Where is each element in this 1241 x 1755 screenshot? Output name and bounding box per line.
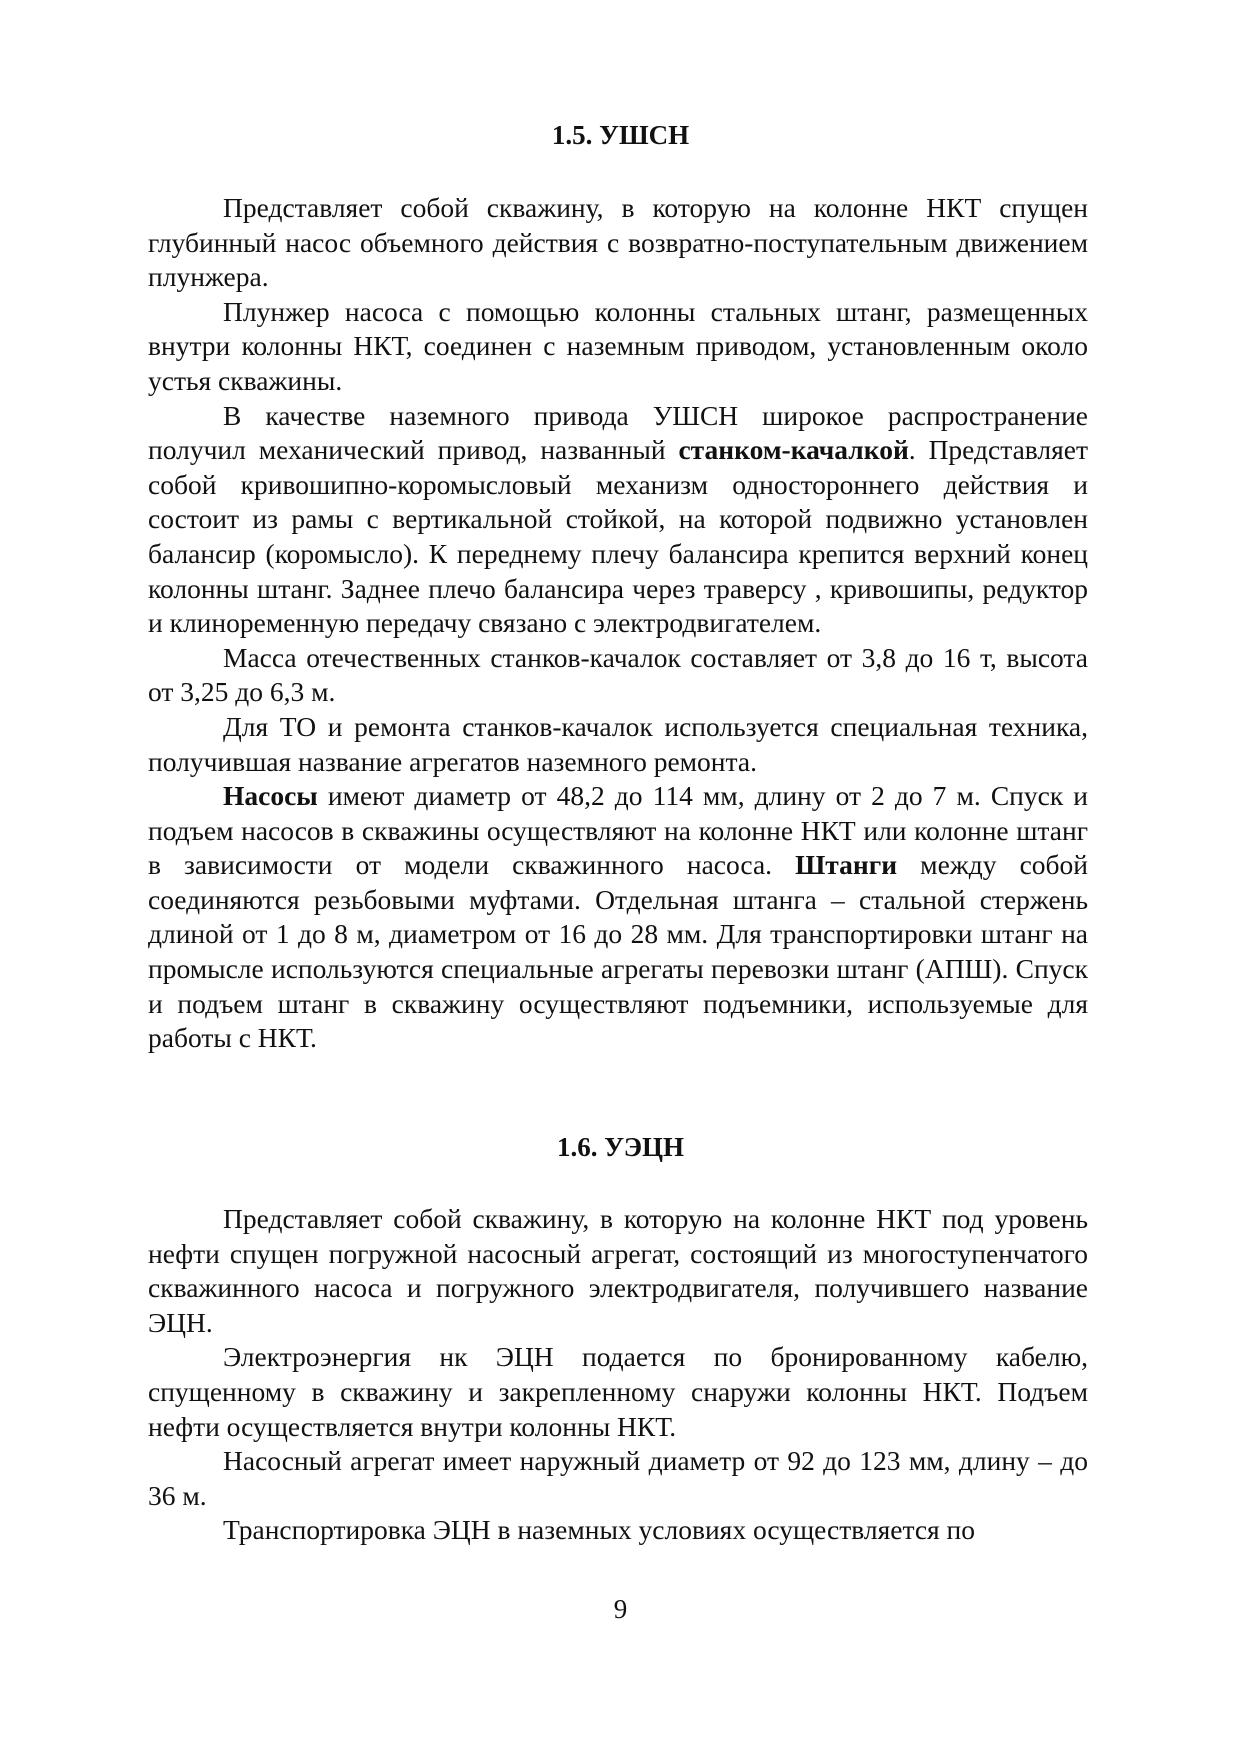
page-number: 9: [613, 1594, 628, 1624]
bold-term-pumping-unit: станком-качалкой: [678, 434, 909, 466]
section-1-6-body: [148, 1202, 1088, 1548]
paragraph: Представляет собой скважину, в которую на колонне НКТ спущен глубинный насос объемного действия с возвратно-поступательным движением плунжера.: [148, 192, 1088, 293]
paragraph-text: . Представляет собой кривошипно-коромысловый механизм одностороннего действия и состоит из рамы с вертикальной стойкой, на которой подвижно установлен балансир (коромысло). К переднему плечу балансира крепится верхний конец колонны штанг. Заднее плечо балансира через траверсу , кривошипы, редуктор и клиноременную передачу связано с электродвигателем.: [148, 434, 1088, 639]
section-title-1-5: 1.5. УШСН: [551, 120, 690, 150]
paragraph-text: имеют диаметр от 48,2 до 114 мм, длину от 2 до 7 м. Спуск и подъем насосов в скважины осуществляют на колонне НКТ или колонне штанг в зависимости от модели скважинного насоса.: [148, 780, 1088, 881]
paragraph-text: В качестве наземного привода УШСН широкое распространение получил механический привод, названный: [148, 399, 1088, 466]
paragraph: [148, 399, 1088, 641]
paragraph: Для ТО и ремонта станков-качалок используется специальная техника, получившая название агрегатов наземного ремонта.: [148, 710, 1088, 777]
section-title-1-6: 1.6. УЭЦН: [556, 1132, 685, 1162]
paragraph: Насосный агрегат имеет наружный диаметр от 92 до 123 мм, длину – до 36 м.: [148, 1445, 1088, 1511]
paragraph: Транспортировка ЭЦН в наземных условиях осуществляется по: [223, 1514, 976, 1546]
paragraph: Масса отечественных станков-качалок составляет от 3,8 до 16 т, высота от 3,25 до 6,3 м.: [148, 641, 1088, 708]
paragraph: Представляет собой скважину, в которую на колонне НКТ под уровень нефти спущен погружной насосный агрегат, состоящий из многоступенчатого скважинного насоса и погружного электродвигателя, получившего название ЭЦН.: [148, 1203, 1088, 1338]
paragraph: Электроэнергия нк ЭЦН подается по бронированному кабелю, спущенному в скважину и закрепленному снаружи колонны НКТ. Подъем нефти осуществляется внутри колонны НКТ.: [148, 1341, 1088, 1442]
paragraph: [148, 779, 1088, 1056]
paragraph: Плунжер насоса с помощью колонны стальных штанг, размещенных внутри колонны НКТ, соединен с наземным приводом, установленным около устья скважины.: [148, 295, 1088, 396]
paragraph-text: между собой соединяются резьбовыми муфтами. Отдельная штанга – стальной стержень длиной от 1 до 8 м, диаметром от 16 до 28 мм. Для транспортировки штанг на промысле используются специальные агрегаты перевозки штанг (АПШ). Спуск и подъем штанг в скважину осуществляют подъемники, используемые для работы с НКТ.: [148, 849, 1088, 1054]
bold-term-rods: Штанги: [795, 849, 898, 881]
section-1-5-body: [148, 191, 1088, 1056]
bold-term-pumps: Насосы: [223, 780, 318, 812]
